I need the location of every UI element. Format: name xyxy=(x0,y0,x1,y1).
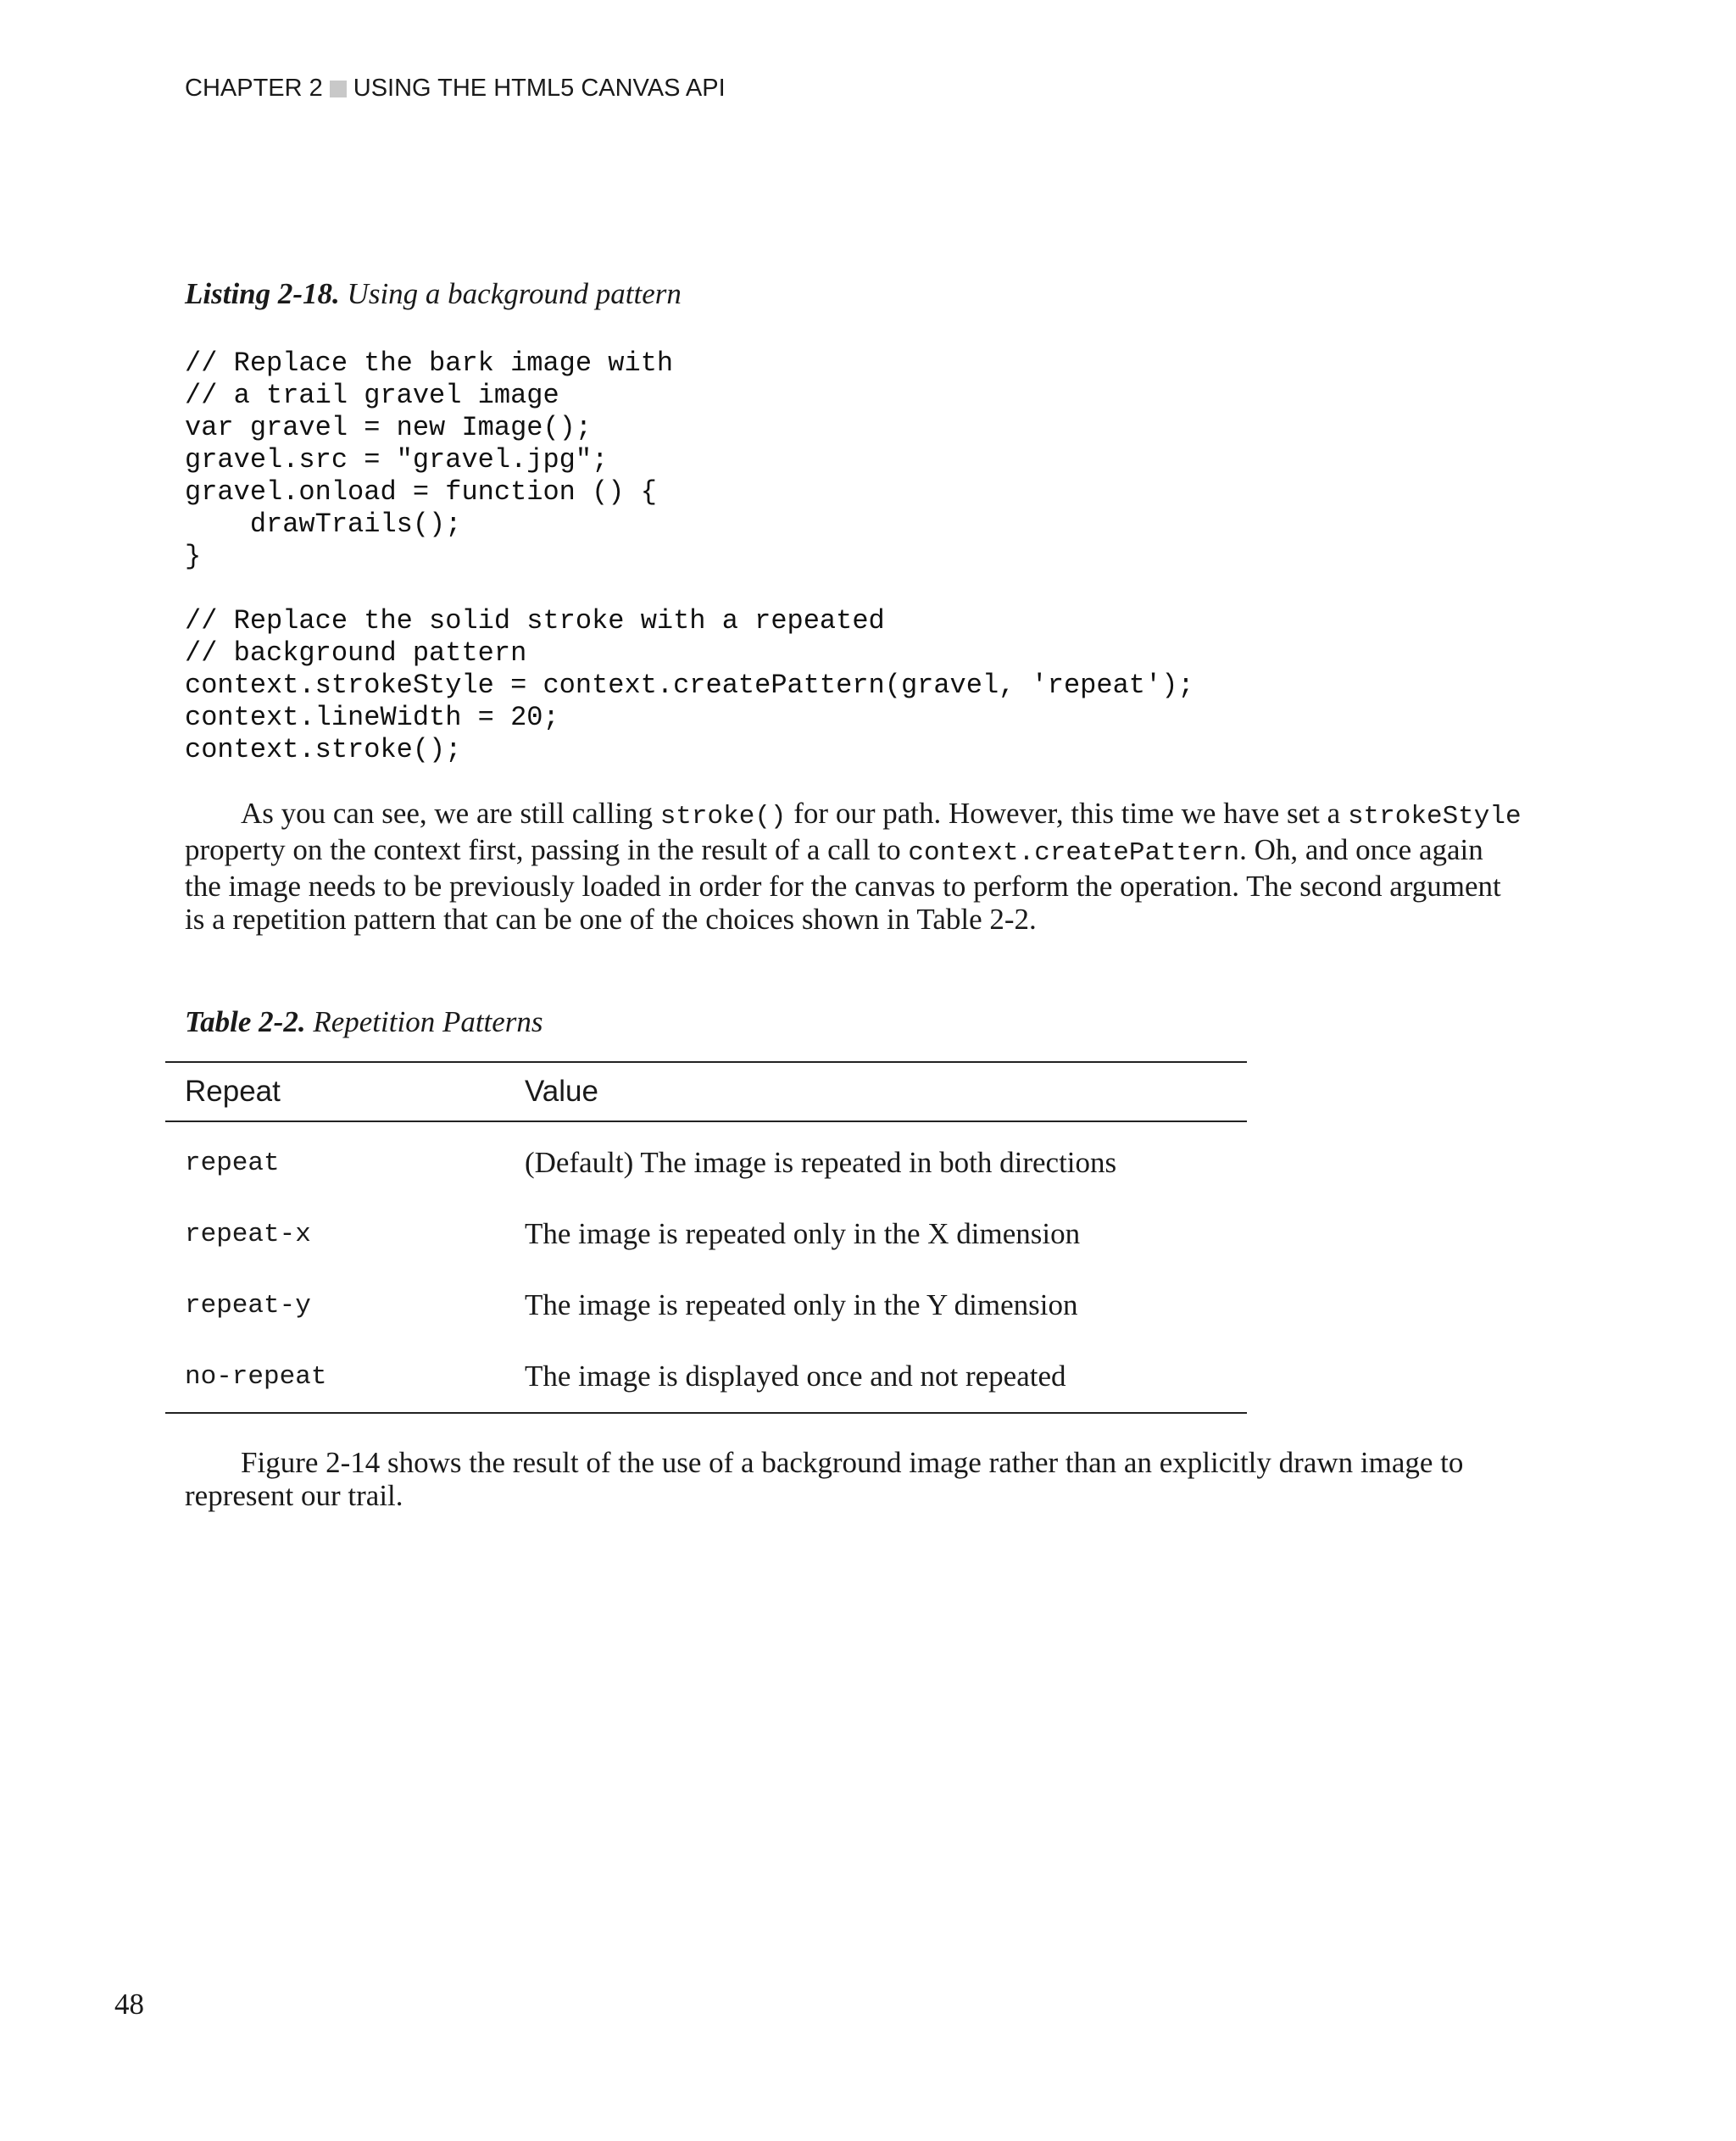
repeat-cell: no-repeat xyxy=(185,1361,327,1392)
chapter-title: USING THE HTML5 CANVAS API xyxy=(353,75,726,102)
square-separator-icon xyxy=(330,81,347,97)
table-caption xyxy=(185,1005,543,1039)
body-paragraph: As you can see, we are still calling stroke() for our path. However, this time we have set a strokeStyle property on the context first, passing in the result of a call to context.createPattern. Oh, and once again the image needs to be previously loaded in order for the canvas to perform the operation. The second argument is a repetition pattern that can be one of the choices shown in Table 2-2. xyxy=(185,797,1522,936)
table-label: Table 2-2. xyxy=(185,1005,306,1038)
repeat-cell: repeat-x xyxy=(185,1219,311,1249)
repeat-cell: repeat-y xyxy=(185,1290,311,1321)
value-cell: (Default) The image is repeated in both directions xyxy=(525,1146,1117,1179)
listing-caption xyxy=(185,277,682,311)
chapter-label: CHAPTER 2 xyxy=(185,75,323,102)
table-row xyxy=(165,1341,1247,1412)
value-cell: The image is displayed once and not repeated xyxy=(525,1360,1066,1393)
inline-code: stroke() xyxy=(659,802,787,831)
table-row xyxy=(165,1198,1247,1270)
page-number: 48 xyxy=(114,1988,144,2021)
column-header-repeat: Repeat xyxy=(185,1075,281,1108)
repeat-cell: repeat xyxy=(185,1148,280,1178)
repetition-patterns-table xyxy=(165,1061,1247,1414)
inline-code: context.createPattern xyxy=(908,838,1240,868)
table-header-row xyxy=(165,1063,1247,1122)
listing-caption-text: Using a background pattern xyxy=(339,277,682,310)
code-listing: // Replace the bark image with // a trail gravel image var gravel = new Image(); gravel.src = "gravel.jpg"; gravel.onload = function () { drawTrails(); } // Replace the solid stroke with a repeated // background pattern context.strokeStyle = context.createPattern(gravel, 'repeat'); context.lineWidth = 20; context.stroke(); xyxy=(185,348,1194,765)
table-row xyxy=(165,1270,1247,1341)
value-cell: The image is repeated only in the Y dimension xyxy=(525,1288,1078,1321)
running-header xyxy=(185,75,726,103)
column-header-value: Value xyxy=(525,1075,598,1108)
inline-code: strokeStyle xyxy=(1347,802,1522,831)
body-paragraph: Figure 2-14 shows the result of the use of a background image rather than an explicitly drawn image to represent our trail. xyxy=(185,1446,1464,1512)
table-caption-text: Repetition Patterns xyxy=(305,1005,543,1038)
table-row xyxy=(165,1127,1247,1198)
listing-label: Listing 2-18. xyxy=(185,277,340,310)
value-cell: The image is repeated only in the X dimension xyxy=(525,1217,1081,1250)
